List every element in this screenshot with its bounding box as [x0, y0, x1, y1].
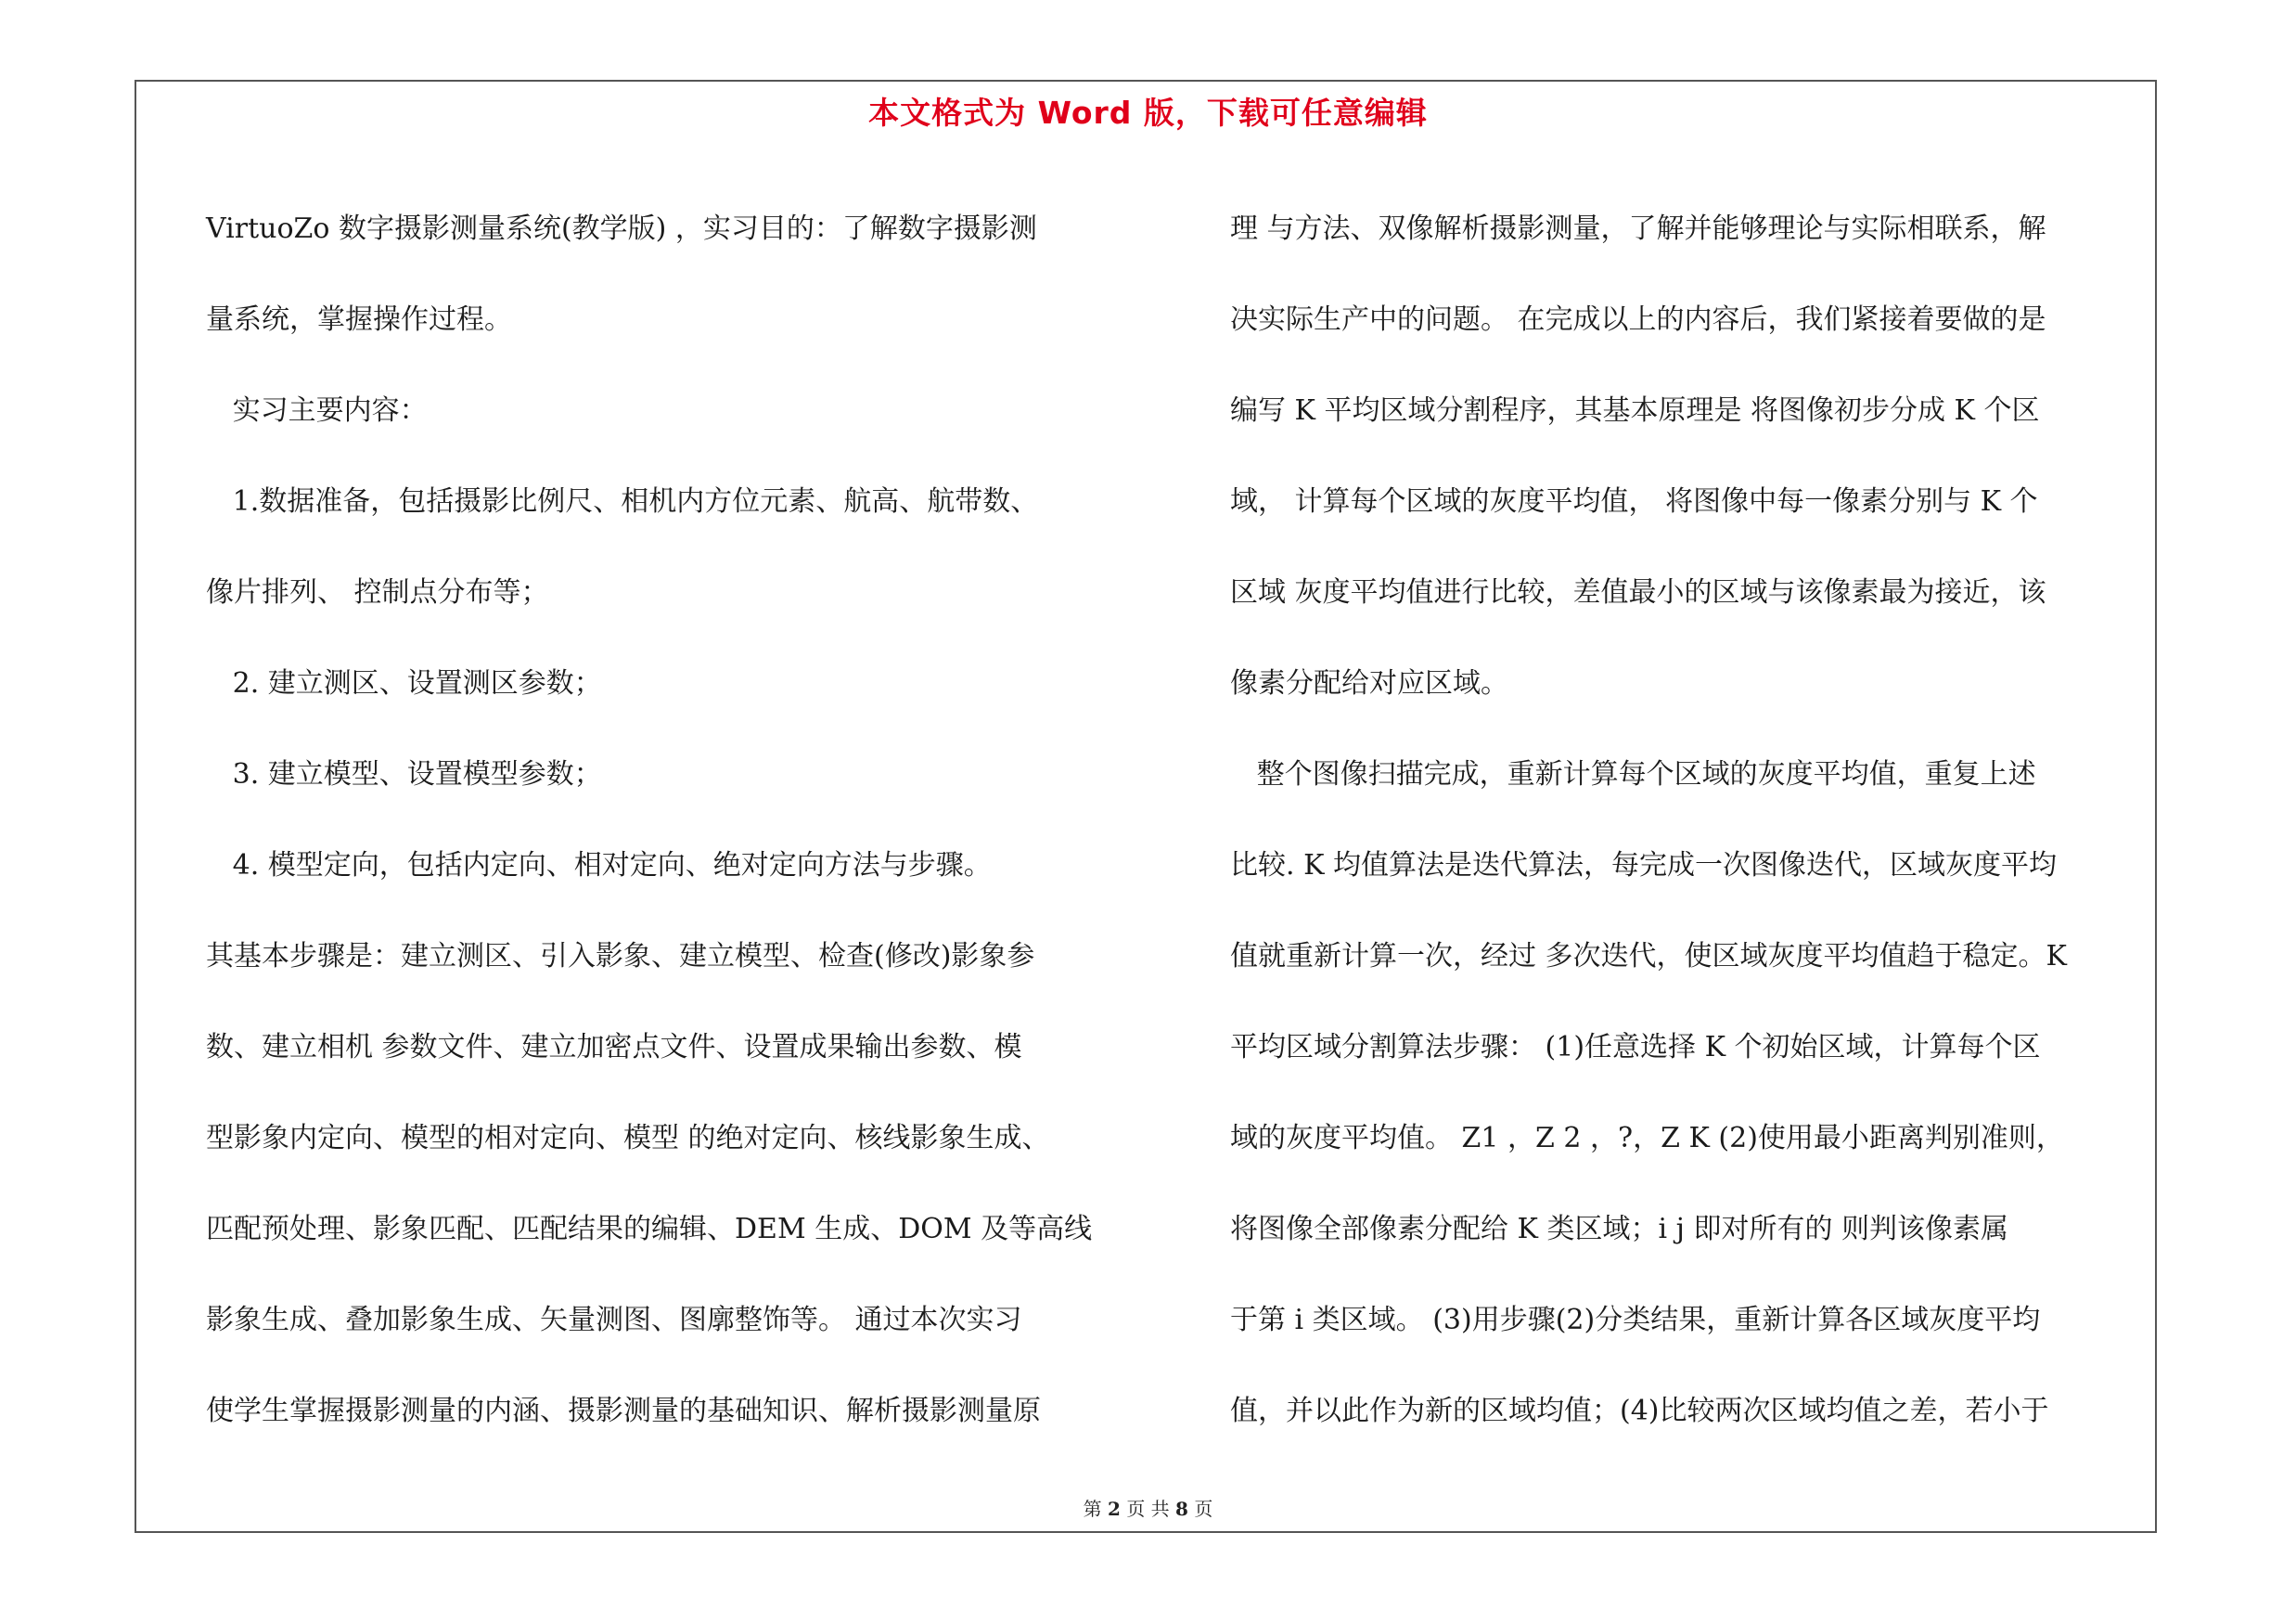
page-number-footer [0, 1494, 2296, 1521]
text-line: 决实际生产中的问题。 在完成以上的内容后，我们紧接着要做的是 [1230, 303, 2046, 336]
text-line: VirtuoZo 数字摄影测量系统(教学版) ，实习目的：了解数字摄影测 [206, 213, 1037, 245]
left-text-column [206, 184, 1148, 1457]
text-line: 像片排列、 控制点分布等； [206, 576, 549, 609]
text-line: 编写 K 平均区域分割程序，其基本原理是 将图像初步分成 K 个区 [1230, 394, 2040, 427]
text-line: 3. 建立模型、设置模型参数； [206, 758, 602, 791]
document-header-banner: 本文格式为 Word 版，下载可任意编辑 [868, 95, 1428, 131]
text-line: 将图像全部像素分配给 K 类区域；i j 即对所有的 则判该像素属 [1230, 1213, 2008, 1245]
text-line: 域的灰度平均值。 Z1 ，Z 2 ，?，Z K (2)使用最小距离判别准则， [1230, 1122, 2064, 1154]
text-line: 1.数据准备，包括摄影比例尺、相机内方位元素、航高、航带数、 [206, 485, 1039, 518]
footer-prefix: 第 [1083, 1498, 1102, 1520]
text-line: 2. 建立测区、设置测区参数； [206, 667, 602, 700]
text-line: 影象生成、叠加影象生成、矢量测图、图廓整饰等。 通过本次实习 [206, 1304, 1022, 1336]
footer-suffix: 页 [1194, 1498, 1213, 1520]
text-line: 值，并以此作为新的区域均值；(4)比较两次区域均值之差，若小于 [1230, 1395, 2049, 1427]
text-line: 整个图像扫描完成，重新计算每个区域的灰度平均值，重复上述 [1230, 758, 2036, 791]
right-text-column [1230, 184, 2158, 1457]
current-page-number: 2 [1108, 1498, 1121, 1520]
text-line: 量系统，掌握操作过程。 [206, 303, 512, 336]
text-line: 使学生掌握摄影测量的内涵、摄影测量的基础知识、解析摄影测量原 [206, 1395, 1041, 1427]
footer-middle: 页 共 [1126, 1498, 1170, 1520]
text-line: 域， 计算每个区域的灰度平均值， 将图像中每一像素分别与 K 个 [1230, 485, 2038, 518]
text-line: 比较. K 均值算法是迭代算法，每完成一次图像迭代，区域灰度平均 [1230, 849, 2058, 882]
text-line: 匹配预处理、影象匹配、匹配结果的编辑、DEM 生成、DOM 及等高线 [206, 1213, 1093, 1245]
text-line: 平均区域分割算法步骤： (1)任意选择 K 个初始区域，计算每个区 [1230, 1031, 2041, 1063]
text-line: 值就重新计算一次，经过 多次迭代，使区域灰度平均值趋于稳定。K [1230, 940, 2067, 973]
text-line: 数、建立相机 参数文件、建立加密点文件、设置成果输出参数、模 [206, 1031, 1022, 1063]
text-line: 其基本步骤是：建立测区、引入影象、建立模型、检查(修改)影象参 [206, 940, 1035, 973]
text-line: 实习主要内容： [206, 394, 428, 427]
text-line: 区域 灰度平均值进行比较，差值最小的区域与该像素最为接近，该 [1230, 576, 2046, 609]
total-page-count: 8 [1175, 1498, 1188, 1520]
text-line: 像素分配给对应区域。 [1230, 667, 1508, 700]
text-line: 理 与方法、双像解析摄影测量，了解并能够理论与实际相联系，解 [1230, 213, 2046, 245]
text-line: 于第 i 类区域。 (3)用步骤(2)分类结果，重新计算各区域灰度平均 [1230, 1304, 2041, 1336]
text-line: 型影象内定向、模型的相对定向、模型 的绝对定向、核线影象生成、 [206, 1122, 1050, 1154]
text-line: 4. 模型定向，包括内定向、相对定向、绝对定向方法与步骤。 [206, 849, 992, 882]
